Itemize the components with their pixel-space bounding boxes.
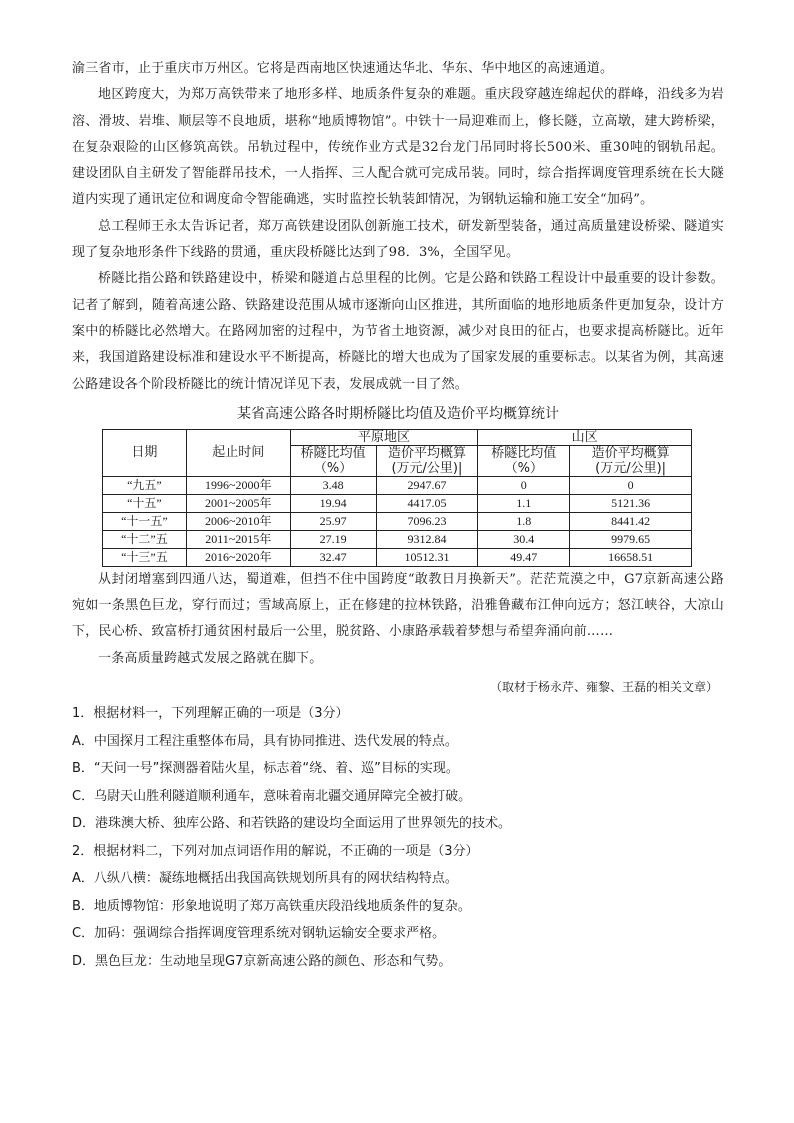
material-paragraph-3: 桥隧比指公路和铁路建设中，桥梁和隧道占总里程的比例。它是公路和铁路工程设计中最重要的设计参数。记者了解到，随着高速公路、铁路建设范围从城市逐渐向山区推进，其所面临的地形地质条件更加复杂，设计方案中的桥隧比必然增大。在路网加密的过程中，为节省土地资源，减少对良田的征占，也要求提高桥隧比。近年来，我国道路建设标准和建设水平不断提高，桥隧比的增大也成为了国家发展的重要标志。以某省为例，其高速公路建设各个阶段桥隧比的统计情况详见下表，发展成就一目了然。 bbox=[72, 271, 724, 392]
cell-mountain-ratio: 30.4 bbox=[478, 530, 570, 548]
exam-page bbox=[72, 56, 724, 975]
cell-mountain-cost: 0 bbox=[570, 476, 692, 494]
material-paragraph-4: 从封闭增塞到四通八达，蜀道难，但挡不住中国跨度“敢教日月换新天”。茫茫荒漠之中，G7京新高速公路宛如一条黑色巨龙，穿行而过；雪域高原上，正在修建的拉林铁路，沿雅鲁藏布江伸向远方；怒江峡谷，大凉山下，民心桥、致富桥打通贫困村最后一公里，脱贫路、小康路承载着梦想与希望奔涌向前…… bbox=[72, 571, 724, 640]
cell-plain-ratio: 27.19 bbox=[290, 530, 376, 548]
answer-option-a[interactable]: A．八纵八横：凝练地概括出我国高铁规划所具有的网状结构特点。 bbox=[72, 871, 458, 887]
cell-plan: “十五” bbox=[103, 494, 187, 512]
cell-plain-cost: 7096.23 bbox=[376, 512, 478, 530]
header-date: 日期 bbox=[103, 429, 187, 476]
cell-mountain-cost: 5121.36 bbox=[570, 494, 692, 512]
cell-period: 2011~2015年 bbox=[186, 530, 290, 548]
header-mountain-cost: 造价平均概算 (万元/公里)| bbox=[570, 445, 692, 476]
answer-option-d[interactable]: D．港珠澳大桥、独库公路、和若铁路的建设均全面运用了世界领先的技术。 bbox=[72, 816, 512, 832]
material-paragraph-0: 渝三省市，止于重庆市万州区。它将是西南地区快速通达华北、华东、华中地区的高速通道。 bbox=[72, 61, 614, 76]
cell-plan: “十二”五 bbox=[103, 530, 187, 548]
header-plain-region: 平原地区 bbox=[290, 429, 478, 445]
cell-plain-ratio: 3.48 bbox=[290, 476, 376, 494]
header-plain-ratio: 桥隧比均值 （%） bbox=[290, 445, 376, 476]
answer-option-b[interactable]: B．地质博物馆：形象地说明了郑万高铁重庆段沿线地质条件的复杂。 bbox=[72, 898, 471, 914]
header-period: 起止时间 bbox=[186, 429, 290, 476]
cell-mountain-ratio: 1.8 bbox=[478, 512, 570, 530]
header-mountain-region: 山区 bbox=[478, 429, 692, 445]
cell-mountain-ratio: 1.1 bbox=[478, 494, 570, 512]
cell-period: 2006~2010年 bbox=[186, 512, 290, 530]
table-row bbox=[103, 530, 692, 548]
table-row bbox=[103, 494, 692, 512]
cell-period: 1996~2000年 bbox=[186, 476, 290, 494]
table-row bbox=[103, 548, 692, 566]
cell-plain-ratio: 25.97 bbox=[290, 512, 376, 530]
table-title: 某省高速公路各时期桥隧比均值及造价平均概算统计 bbox=[237, 405, 559, 422]
cell-plain-cost: 4417.05 bbox=[376, 494, 478, 512]
cell-plain-cost: 2947.67 bbox=[376, 476, 478, 494]
answer-option-c[interactable]: C．乌尉天山胜利隧道顺利通车，意味着南北疆交通屏障完全被打破。 bbox=[72, 788, 472, 804]
answer-option-a[interactable]: A．中国探月工程注重整体布局，具有协同推进、迭代发展的特点。 bbox=[72, 733, 458, 749]
cell-mountain-ratio: 0 bbox=[478, 476, 570, 494]
answer-option-b[interactable]: B．“天问一号”探测器着陆火星，标志着“绕、着、巡”目标的实现。 bbox=[72, 761, 459, 777]
cell-plan: “十三”五 bbox=[103, 548, 187, 566]
cell-plain-cost: 10512.31 bbox=[376, 548, 478, 566]
cell-plain-ratio: 19.94 bbox=[290, 494, 376, 512]
cell-mountain-cost: 8441.42 bbox=[570, 512, 692, 530]
material-paragraph-2: 总工程师王永太告诉记者，郑万高铁建设团队创新施工技术，研发新型装备，通过高质量建设桥梁、隧道实现了复杂地形条件下线路的贯通，重庆段桥隧比达到了98．3%，全国罕见。 bbox=[72, 218, 724, 261]
answer-option-c[interactable]: C．加码：强调综合指挥调度管理系统对钢轨运输安全要求严格。 bbox=[72, 926, 446, 942]
question-stem: 1．根据材料一，下列理解正确的一项是（3分） bbox=[72, 706, 349, 722]
cell-plain-cost: 9312.84 bbox=[376, 530, 478, 548]
source-attribution: （取材于杨永芹、雍黎、王磊的相关文章） bbox=[489, 680, 718, 695]
table-row bbox=[103, 476, 692, 494]
cell-plan: “十一五” bbox=[103, 512, 187, 530]
table-row bbox=[103, 512, 692, 530]
material-paragraph-1: 地区跨度大，为郑万高铁带来了地形多样、地质条件复杂的难题。重庆段穿越连绵起伏的群峰，沿线多为岩溶、滑坡、岩堆、顺层等不良地质，堪称“地质博物馆”。中铁十一局迎难而上，修长隧，立高墩，建大跨桥梁，在复杂艰险的山区修筑高铁。吊轨过程中，传统作业方式是32台龙门吊同时将长500米、重30吨的钢轨吊起。建设团队自主研发了智能群吊技术，一人指挥、三人配合就可完成吊装。同时，综合指挥调度管理系统在长大隧道内实现了通讯定位和调度命令智能确逃，实时监控长轨装卸情况，为钢轨运输和施工安全“加码”。 bbox=[72, 87, 724, 208]
answer-option-d[interactable]: D．黑色巨龙：生动地呈现G7京新高速公路的颜色、形态和气势。 bbox=[72, 953, 452, 969]
header-plain-cost: 造价平均概算 (万元/公里)| bbox=[376, 445, 478, 476]
header-mountain-ratio: 桥隧比均值 （%） bbox=[478, 445, 570, 476]
table-header-row bbox=[103, 429, 692, 445]
cell-plan: “九五” bbox=[103, 476, 187, 494]
cell-mountain-ratio: 49.47 bbox=[478, 548, 570, 566]
cell-period: 2016~2020年 bbox=[186, 548, 290, 566]
cell-mountain-cost: 9979.65 bbox=[570, 530, 692, 548]
cell-mountain-cost: 16658.51 bbox=[570, 548, 692, 566]
question-stem: 2．根据材料二，下列对加点词语作用的解说，不正确的一项是（3分） bbox=[72, 843, 479, 859]
cell-period: 2001~2005年 bbox=[186, 494, 290, 512]
question-1 bbox=[72, 700, 724, 838]
bridge-tunnel-stats-table bbox=[102, 429, 692, 567]
material-paragraph-5: 一条高质量跨越式发展之路就在脚下。 bbox=[98, 650, 323, 666]
cell-plain-ratio: 32.47 bbox=[290, 548, 376, 566]
question-2 bbox=[72, 838, 724, 976]
